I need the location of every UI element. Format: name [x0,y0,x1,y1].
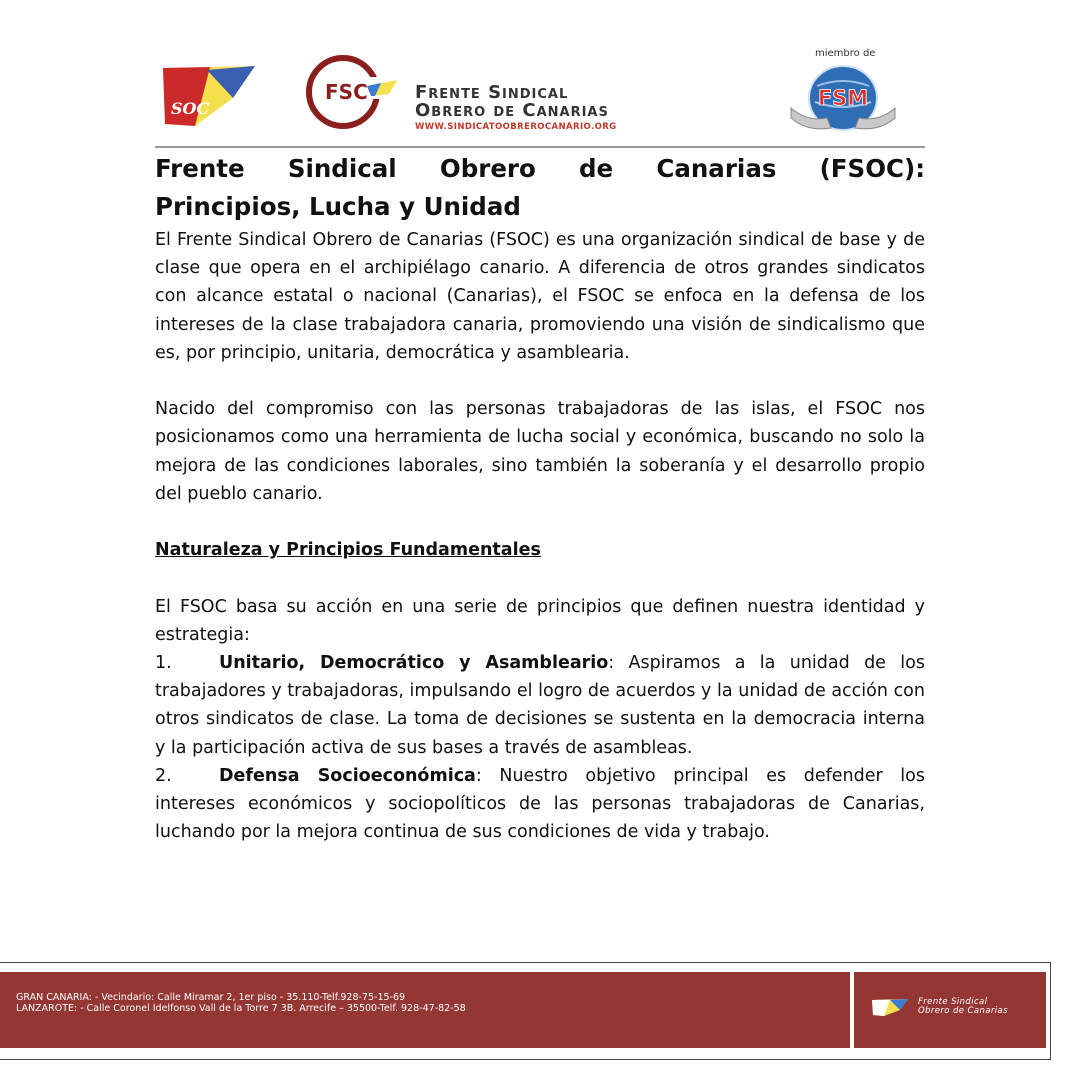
list-item-text: : Nuestro objetivo principal es defender los intereses económicos y sociopolíticos de las personas trabajadoras de Canarias, luchando por la mejora continua de sus condiciones de vida y trabajo. [155,765,925,843]
brand-block [415,84,705,132]
fsc-logo [305,52,400,130]
document-title [155,150,925,226]
list-item [155,649,925,762]
title-line2: Principios, Lucha y Unidad [155,192,521,221]
brand-url: WWW.SINDICATOOBREROCANARIO.ORG [415,122,617,132]
list-item-number: 2. [155,765,172,786]
soc-logo-text: SOC [171,99,210,118]
brand-line2: Obrero de Canarias [415,100,609,121]
list-item-title: Unitario, Democrático y Asambleario [219,653,609,673]
fsm-logo [787,62,899,136]
footer-brand-line2: Obrero de Canarias [918,1006,1008,1016]
footer-logo-icon [870,996,910,1018]
page-footer [0,962,1051,1060]
footer-brand [918,998,1008,1016]
letterhead [155,40,925,146]
document-body [155,150,925,846]
footer-separator [850,972,854,1048]
paragraph-intro: El Frente Sindical Obrero de Canarias (FSOC) es una organización sindical de base y de clase que opera en el archipiélago canario. A diferencia de otros grandes sindicatos con alcance estatal o nacional (Canarias), el FSOC se enfoca en la defensa de los intereses de la clase trabajadora canaria, promoviendo una visión de sindicalismo que es, por principio, unitaria, democrática y asamblearia. [155,230,925,363]
footer-addresses [16,992,466,1014]
header-divider [155,146,925,148]
list-item-title: Defensa Socioeconómica [219,765,476,786]
brand-line1: Frente Sindical [415,82,569,103]
fsm-caption: miembro de [815,48,876,59]
fsm-logo-text: FSM [817,86,869,110]
footer-address-lanzarote: LANZAROTE: - Calle Coronel Idelfonso Vall de la Torre 7 3B. Arrecife – 35500-Telf. 928-47-82-58 [16,1003,466,1014]
footer-address-gran-canaria: GRAN CANARIA: - Vecindario: Calle Miramar 2, 1er piso - 35.110-Telf.928-75-15-69 [16,992,406,1003]
list-item-number: 1. [155,653,172,673]
list-item-text: : Aspiramos a la unidad de los trabajadores y trabajadoras, impulsando el logro de acuerdos y la unidad de acción con otros sindicatos de clase. La toma de decisiones se sustenta en la democracia interna y la participación activa de sus bases a través de asambleas. [155,653,925,758]
paragraph-principles-intro: El FSOC basa su acción en una serie de principios que definen nuestra identidad y estrategia: [155,596,925,645]
paragraph-origin: Nacido del compromiso con las personas trabajadoras de las islas, el FSOC nos posicionamos como una herramienta de lucha social y económica, buscando no solo la mejora de las condiciones laborales, sino también la soberanía y el desarrollo propio del pueblo canario. [155,399,925,504]
section-heading: Naturaleza y Principios Fundamentales [155,540,541,561]
footer-brand-line1: Frente Sindical [918,997,988,1007]
soc-logo [155,58,265,133]
title-line1: Frente Sindical Obrero de Canarias (FSOC): [155,154,925,183]
list-item [155,762,925,847]
fsc-logo-text: FSC [325,80,368,104]
